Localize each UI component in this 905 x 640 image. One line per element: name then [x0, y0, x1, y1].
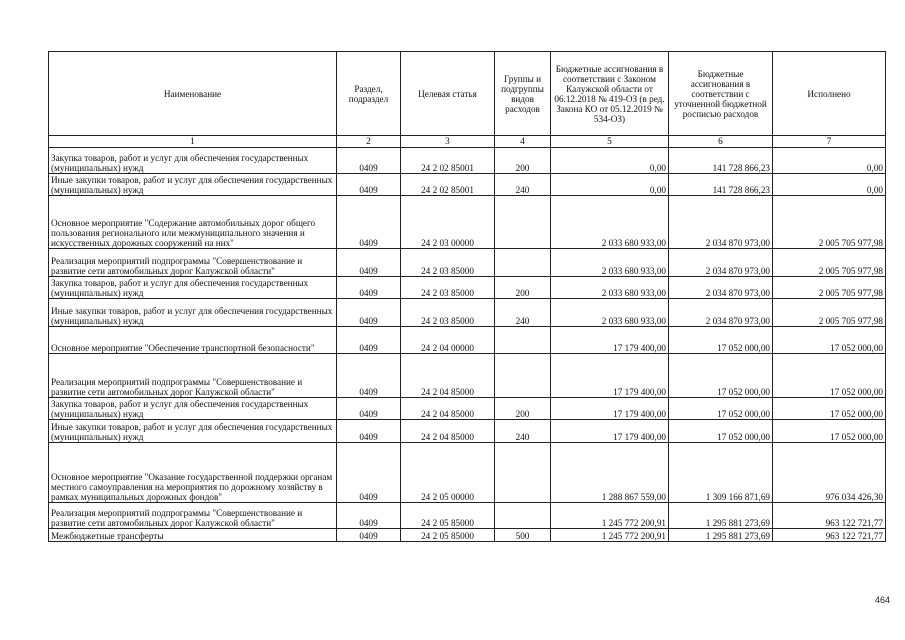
- row-refined-amount: 17 052 000,00: [669, 420, 773, 443]
- table-row: [49, 398, 886, 420]
- row-section: 0409: [337, 148, 401, 174]
- row-group: 200: [495, 277, 551, 299]
- row-section: 0409: [337, 327, 401, 354]
- header-article: Целевая статья: [401, 52, 495, 136]
- table-row: [49, 249, 886, 277]
- row-executed-amount: 2 005 705 977,98: [773, 299, 886, 327]
- row-name: Основное мероприятие "Оказание государственной поддержки органам местного самоуправления на мероприятия по дорожному хозяйству в рамках муниципальных дорожных фондов": [49, 443, 337, 503]
- row-name: Закупка товаров, работ и услуг для обеспечения государственных (муниципальных) нужд: [49, 277, 337, 299]
- row-refined-amount: 17 052 000,00: [669, 398, 773, 420]
- row-section: 0409: [337, 443, 401, 503]
- row-article: 24 2 05 85000: [401, 503, 495, 529]
- row-article: 24 2 04 00000: [401, 327, 495, 354]
- column-number: 2: [337, 136, 401, 148]
- budget-table: [48, 51, 886, 542]
- column-number: 1: [49, 136, 337, 148]
- row-group: [495, 503, 551, 529]
- row-executed-amount: 17 052 000,00: [773, 327, 886, 354]
- table-row: [49, 196, 886, 249]
- row-article: 24 2 05 00000: [401, 443, 495, 503]
- header-row: [49, 52, 886, 136]
- row-refined-amount: 2 034 870 973,00: [669, 249, 773, 277]
- table-body: [49, 148, 886, 542]
- row-section: 0409: [337, 420, 401, 443]
- row-group: 500: [495, 529, 551, 542]
- row-article: 24 2 02 85001: [401, 174, 495, 196]
- table-row: [49, 354, 886, 398]
- row-section: 0409: [337, 174, 401, 196]
- table-row: [49, 277, 886, 299]
- row-executed-amount: 2 005 705 977,98: [773, 249, 886, 277]
- row-section: 0409: [337, 277, 401, 299]
- column-number-row: [49, 136, 886, 148]
- row-article: 24 2 04 85000: [401, 420, 495, 443]
- row-law-amount: 2 033 680 933,00: [551, 249, 669, 277]
- row-executed-amount: 17 052 000,00: [773, 420, 886, 443]
- row-name: Реализация мероприятий подпрограммы "Совершенствование и развитие сети автомобильных дорог Калужской области": [49, 249, 337, 277]
- row-refined-amount: 2 034 870 973,00: [669, 299, 773, 327]
- table-row: [49, 148, 886, 174]
- row-article: 24 2 03 00000: [401, 196, 495, 249]
- row-name: Основное мероприятие "Содержание автомобильных дорог общего пользования регионального или межмуниципального значения и искусственных дорожных сооружений на них": [49, 196, 337, 249]
- row-group: [495, 354, 551, 398]
- row-group: [495, 196, 551, 249]
- row-group: [495, 327, 551, 354]
- header-executed: Исполнено: [773, 52, 886, 136]
- table-row: [49, 503, 886, 529]
- row-article: 24 2 03 85000: [401, 299, 495, 327]
- row-law-amount: 1 245 772 200,91: [551, 529, 669, 542]
- row-refined-amount: 2 034 870 973,00: [669, 196, 773, 249]
- header-group: Группы и подгруппы видов расходов: [495, 52, 551, 136]
- row-group: 200: [495, 148, 551, 174]
- row-law-amount: 0,00: [551, 148, 669, 174]
- row-law-amount: 17 179 400,00: [551, 354, 669, 398]
- row-article: 24 2 04 85000: [401, 398, 495, 420]
- row-name: Основное мероприятие "Обеспечение транспортной безопасности": [49, 327, 337, 354]
- column-number: 6: [669, 136, 773, 148]
- row-executed-amount: 963 122 721,77: [773, 529, 886, 542]
- row-executed-amount: 2 005 705 977,98: [773, 277, 886, 299]
- row-name: Закупка товаров, работ и услуг для обеспечения государственных (муниципальных) нужд: [49, 148, 337, 174]
- row-refined-amount: 1 309 166 871,69: [669, 443, 773, 503]
- row-section: 0409: [337, 196, 401, 249]
- row-name: Межбюджетные трансферты: [49, 529, 337, 542]
- column-number: 5: [551, 136, 669, 148]
- row-group: 240: [495, 420, 551, 443]
- row-law-amount: 17 179 400,00: [551, 420, 669, 443]
- row-refined-amount: 141 728 866,23: [669, 148, 773, 174]
- row-section: 0409: [337, 398, 401, 420]
- row-refined-amount: 17 052 000,00: [669, 327, 773, 354]
- row-group: 240: [495, 299, 551, 327]
- row-executed-amount: 17 052 000,00: [773, 398, 886, 420]
- row-law-amount: 1 288 867 559,00: [551, 443, 669, 503]
- row-executed-amount: 2 005 705 977,98: [773, 196, 886, 249]
- row-group: [495, 249, 551, 277]
- row-executed-amount: 963 122 721,77: [773, 503, 886, 529]
- row-refined-amount: 2 034 870 973,00: [669, 277, 773, 299]
- row-executed-amount: 976 034 426,30: [773, 443, 886, 503]
- row-executed-amount: 0,00: [773, 174, 886, 196]
- row-name: Закупка товаров, работ и услуг для обеспечения государственных (муниципальных) нужд: [49, 398, 337, 420]
- row-section: 0409: [337, 529, 401, 542]
- table-row: [49, 420, 886, 443]
- table-row: [49, 174, 886, 196]
- row-article: 24 2 03 85000: [401, 249, 495, 277]
- row-group: [495, 443, 551, 503]
- row-name: Иные закупки товаров, работ и услуг для обеспечения государственных (муниципальных) нужд: [49, 299, 337, 327]
- header-refined: Бюджетные ассигнования в соответствии с уточненной бюджетной росписью расходов: [669, 52, 773, 136]
- column-number: 3: [401, 136, 495, 148]
- row-law-amount: 1 245 772 200,91: [551, 503, 669, 529]
- column-number: 4: [495, 136, 551, 148]
- row-executed-amount: 17 052 000,00: [773, 354, 886, 398]
- row-law-amount: 17 179 400,00: [551, 327, 669, 354]
- row-name: Иные закупки товаров, работ и услуг для обеспечения государственных (муниципальных) нужд: [49, 420, 337, 443]
- row-name: Реализация мероприятий подпрограммы "Совершенствование и развитие сети автомобильных дорог Калужской области": [49, 354, 337, 398]
- page-number: 464: [874, 595, 890, 605]
- table-row: [49, 299, 886, 327]
- row-section: 0409: [337, 503, 401, 529]
- row-section: 0409: [337, 249, 401, 277]
- row-law-amount: 17 179 400,00: [551, 398, 669, 420]
- table-row: [49, 327, 886, 354]
- header-law: Бюджетные ассигнования в соответствии с Законом Калужской области от 06.12.2018 № 419-ОЗ (в ред. Закона КО от 05.12.2019 № 534-ОЗ): [551, 52, 669, 136]
- row-law-amount: 2 033 680 933,00: [551, 299, 669, 327]
- row-group: 240: [495, 174, 551, 196]
- row-section: 0409: [337, 354, 401, 398]
- row-name: Иные закупки товаров, работ и услуг для обеспечения государственных (муниципальных) нужд: [49, 174, 337, 196]
- row-law-amount: 2 033 680 933,00: [551, 277, 669, 299]
- table-row: [49, 529, 886, 542]
- column-number: 7: [773, 136, 886, 148]
- row-article: 24 2 05 85000: [401, 529, 495, 542]
- row-article: 24 2 02 85001: [401, 148, 495, 174]
- row-article: 24 2 04 85000: [401, 354, 495, 398]
- row-refined-amount: 141 728 866,23: [669, 174, 773, 196]
- header-name: Наименование: [49, 52, 337, 136]
- header-section: Раздел, подраздел: [337, 52, 401, 136]
- table-row: [49, 443, 886, 503]
- row-refined-amount: 1 295 881 273,69: [669, 503, 773, 529]
- row-article: 24 2 03 85000: [401, 277, 495, 299]
- row-law-amount: 2 033 680 933,00: [551, 196, 669, 249]
- row-name: Реализация мероприятий подпрограммы "Совершенствование и развитие сети автомобильных дорог Калужской области": [49, 503, 337, 529]
- row-section: 0409: [337, 299, 401, 327]
- row-refined-amount: 17 052 000,00: [669, 354, 773, 398]
- row-refined-amount: 1 295 881 273,69: [669, 529, 773, 542]
- row-executed-amount: 0,00: [773, 148, 886, 174]
- row-group: 200: [495, 398, 551, 420]
- row-law-amount: 0,00: [551, 174, 669, 196]
